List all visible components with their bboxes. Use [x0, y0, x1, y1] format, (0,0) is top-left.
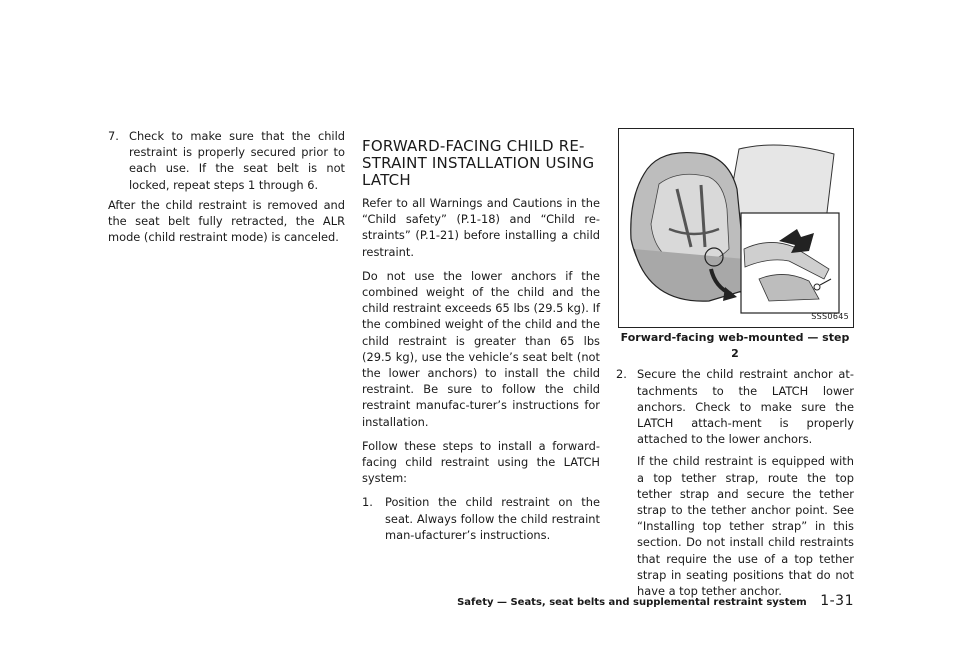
step-7-text: Check to make sure that the child restraint is properly secured prior to each use. If the seat belt is not locked, repeat steps 1 through 6.	[129, 129, 345, 192]
step-1	[362, 494, 600, 543]
alr-paragraph: After the child restraint is removed and the seat belt fully retracted, the ALR mode (child restraint mode) is canceled.	[108, 197, 345, 245]
steps-intro-paragraph: Follow these steps to install a forward-facing child restraint using the LATCH system:	[362, 438, 600, 486]
step-2-text: Secure the child restraint anchor at-tachments to the LATCH lower anchors. Check to make sure the LATCH attach-ment is properly attached to the lower anchors.	[637, 367, 854, 447]
step-2-tether-note: If the child restraint is equipped with a top tether strap, route the top tether strap and secure the tether strap to the tether anchor point. See “Installing top tether strap” in this section. Do not install child restraints that require the use of a top tether strap in seating positions that do not have a top tether anchor.	[637, 454, 854, 599]
step-1-text: Position the child restraint on the seat. Always follow the child restraint man-ufacturer’s instructions.	[385, 495, 600, 542]
figure-id: SSS0645	[811, 311, 849, 321]
middle-column	[362, 128, 600, 547]
step-2	[616, 366, 854, 599]
child-seat-drawing	[619, 129, 855, 329]
right-column	[616, 128, 854, 603]
left-column	[108, 128, 345, 253]
step-7-number: 7.	[108, 129, 119, 143]
weight-limit-paragraph: Do not use the lower anchors if the combined weight of the child and the child restraint exceeds 65 lbs (29.5 kg). If the combined weight of the child and the child restraint is greater than 65 lbs (29.5 kg), use the vehicle’s seat belt (not the lower anchors) to install the child restraint. Be sure to follow the child restraint manufac-turer’s instructions for installation.	[362, 268, 600, 429]
page-number: 1-31	[820, 593, 854, 609]
footer-section-title: Safety — Seats, seat belts and supplemental restraint system	[457, 597, 807, 608]
step-1-number: 1.	[362, 495, 373, 510]
child-seat-illustration	[618, 128, 854, 328]
figure-caption: Forward-facing web-mounted — step 2	[620, 331, 850, 361]
step-7	[108, 128, 345, 193]
warnings-paragraph: Refer to all Warnings and Cautions in the “Child safety” (P.1-18) and “Child re-straints” (P.1-21) before installing a child restraint.	[362, 196, 600, 259]
step-2-number: 2.	[616, 367, 627, 382]
page-footer	[457, 593, 854, 609]
section-heading: FORWARD-FACING CHILD RE-STRAINT INSTALLATION USING LATCH	[362, 137, 595, 189]
